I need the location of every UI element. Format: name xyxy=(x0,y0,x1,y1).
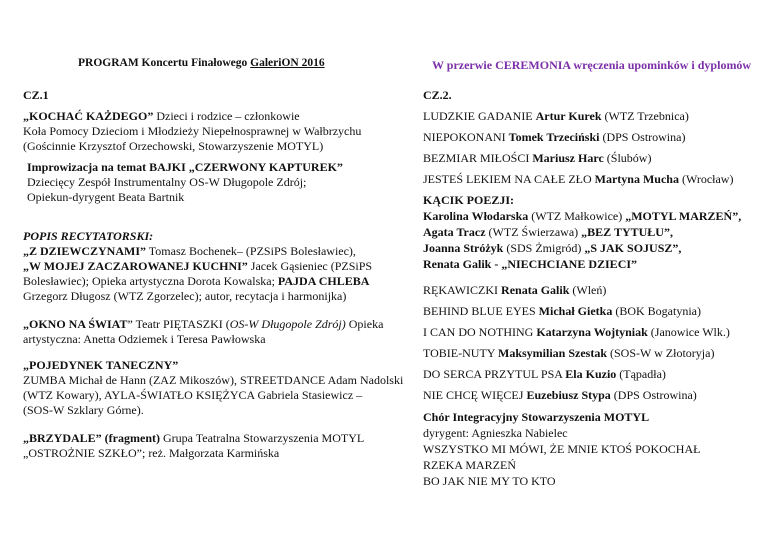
list-item xyxy=(423,108,689,124)
item-brzydale-line-1 xyxy=(23,430,364,446)
performer-origin: (WTZ Trzebnica) xyxy=(601,109,689,123)
performer-origin: (Janowice Wlk.) xyxy=(647,325,730,339)
song-title: DO SERCA PRZYTUL PSA xyxy=(423,367,566,381)
poetry-line-4: Renata Galik - „NIECHCIANE DZIECI” xyxy=(423,257,638,271)
recitation-line-3 xyxy=(23,273,369,289)
song-title: TOBIE-NUTY xyxy=(423,346,498,360)
program-title-prefix: PROGRAM Koncertu Finałowego xyxy=(78,57,251,69)
performer-name: Renata Galik xyxy=(501,283,570,297)
item-okno-care: Opieka xyxy=(345,317,384,331)
poem-title: „BEZ TYTUŁU”, xyxy=(581,225,673,239)
performer-name: Artur Kurek xyxy=(535,109,602,123)
poetry-line-3 xyxy=(423,240,681,256)
performer-origin: (Wleń) xyxy=(569,283,607,297)
list-item xyxy=(423,150,651,166)
performer-name: Mariusz Harc xyxy=(532,151,604,165)
performer-origin: (DPS Ostrowina) xyxy=(599,130,686,144)
poetry-line-1 xyxy=(423,208,741,224)
performer-origin: (Ślubów) xyxy=(603,151,652,165)
performer-origin: (DPS Ostrowina) xyxy=(610,388,697,402)
recitation-performer-1: Tomasz Bochenek– (PZSiPS Bolesławiec), xyxy=(146,244,356,258)
performer-origin: (SOS-W w Złotoryja) xyxy=(607,346,715,360)
poetry-line-2 xyxy=(423,224,673,240)
list-item xyxy=(423,324,730,340)
item-brzydale-title: „BRZYDALE” (fragment) xyxy=(23,431,160,445)
performer-origin: (Tąpadła) xyxy=(616,367,666,381)
recitation-heading: POPIS RECYTATORSKI: xyxy=(23,229,154,243)
song-title: NIEPOKONANI xyxy=(423,130,509,144)
recitation-title-1: „Z DZIEWCZYNAMI” xyxy=(23,244,147,258)
item-improwizacja-line-2: Dziecięcy Zespół Instrumentalny OS-W Długopole Zdrój; xyxy=(27,175,307,189)
song-title: JESTEŚ LEKIEM NA CAŁE ZŁO xyxy=(423,172,595,186)
song-title: BEZMIAR MIŁOŚCI xyxy=(423,151,533,165)
recitation-performer-2: Jacek Gąsieniec (PZSiPS xyxy=(247,259,373,273)
song-title: I CAN DO NOTHING xyxy=(423,325,537,339)
list-item xyxy=(423,303,701,319)
choir-heading: Chór Integracyjny Stowarzyszenia MOTYL xyxy=(423,410,650,424)
performer-name: Ela Kuzio xyxy=(565,367,617,381)
list-item xyxy=(423,387,697,403)
performer-name: Tomek Trzeciński xyxy=(508,130,600,144)
poem-title: „S JAK SOJUSZ”, xyxy=(584,241,682,255)
item-pojedynek-title: „POJEDYNEK TANECZNY” xyxy=(23,358,179,372)
poet-origin: (WTZ Małkowice) xyxy=(528,209,626,223)
choir-song-1: WSZYSTKO MI MÓWI, ŻE MNIE KTOŚ POKOCHAŁ xyxy=(423,442,701,456)
item-okno-theatre: ” Teatr PIĘTASZKI ( xyxy=(127,317,230,331)
poet-name: Agata Tracz xyxy=(423,225,486,239)
item-kochac-line-3: (Gościnnie Krzysztof Orzechowski, Stowarzyszenie MOTYL) xyxy=(23,139,324,153)
item-pojedynek-line-1: ZUMBA Michał de Hann (ZAZ Mikoszów), STREETDANCE Adam Nadolski xyxy=(23,373,404,387)
poet-name: Joanna Stróżyk xyxy=(423,241,504,255)
ceremony-notice: W przerwie CEREMONIA wręczenia upominków i dyplomów xyxy=(432,58,752,72)
choir-song-3: BO JAK NIE MY TO KTO xyxy=(423,474,556,488)
program-title xyxy=(78,57,325,69)
item-kochac-performers: Dzieci i rodzice – członkowie xyxy=(153,109,300,123)
item-brzydale-group: Grupa Teatralna Stowarzyszenia MOTYL xyxy=(160,431,365,445)
list-item xyxy=(423,345,714,361)
choir-conductor: dyrygent: Agnieszka Nabielec xyxy=(423,426,568,440)
poetry-heading: KĄCIK POEZJI: xyxy=(423,193,515,207)
item-okno-line-2: artystyczna: Anetta Odziemek i Teresa Pawłowska xyxy=(23,332,266,346)
choir-song-2: RZEKA MARZEŃ xyxy=(423,458,516,472)
item-improwizacja-title: Improwizacja na temat BAJKI „CZERWONY KAPTUREK” xyxy=(27,160,343,174)
performer-origin: (BOK Bogatynia) xyxy=(612,304,701,318)
item-okno-venue: OS-W Długopole Zdrój) xyxy=(229,317,346,331)
item-kochac-line-1 xyxy=(23,108,300,124)
recitation-line-1 xyxy=(23,243,356,259)
list-item xyxy=(423,366,666,382)
item-kochac-line-2: Koła Pomocy Dzieciom i Młodzieży Niepełnosprawnej w Wałbrzychu xyxy=(23,124,362,138)
recitation-line-3-text: Bolesławiec); Opieka artystyczna Dorota Kowalska; xyxy=(23,274,278,288)
song-title: LUDZKIE GADANIE xyxy=(423,109,536,123)
item-brzydale-line-2: „OSTROŻNIE SZKŁO”; reż. Małgorzata Karmińska xyxy=(23,446,280,460)
performer-name: Michał Gietka xyxy=(538,304,613,318)
list-item xyxy=(423,171,733,187)
poet-origin: (WTZ Świerzawa) xyxy=(485,225,582,239)
song-title: BEHIND BLUE EYES xyxy=(423,304,539,318)
list-item xyxy=(423,282,606,298)
song-title: RĘKAWICZKI xyxy=(423,283,502,297)
part-2-heading: CZ.2. xyxy=(423,88,452,102)
item-pojedynek-line-2: (WTZ Kowary), AYLA-ŚWIATŁO KSIĘŻYCA Gabriela Stasiewicz – xyxy=(23,388,363,402)
item-okno-line-1 xyxy=(23,316,383,332)
poet-origin: (SDS Żmigród) xyxy=(503,241,585,255)
item-improwizacja-line-3: Opiekun-dyrygent Beata Bartnik xyxy=(27,190,185,204)
program-title-name: GaleriON 2016 xyxy=(250,57,325,69)
song-title: NIE CHCĘ WIĘCEJ xyxy=(423,388,527,402)
performer-name: Martyna Mucha xyxy=(594,172,679,186)
recitation-line-2 xyxy=(23,258,372,274)
performer-name: Euzebiusz Stypa xyxy=(526,388,611,402)
part-1-heading: CZ.1 xyxy=(23,88,49,102)
list-item xyxy=(423,129,685,145)
performer-name: Katarzyna Wojtyniak xyxy=(536,325,648,339)
recitation-title-2: „W MOJEJ ZACZAROWANEJ KUCHNI” xyxy=(23,259,248,273)
recitation-line-4: Grzegorz Długosz (WTZ Zgorzelec); autor, recytacja i harmonijka) xyxy=(23,289,347,303)
poem-title: „MOTYL MARZEŃ”, xyxy=(625,209,742,223)
item-pojedynek-line-3: (SOS-W Szklary Górne). xyxy=(23,403,144,417)
item-okno-title: „OKNO NA ŚWIAT xyxy=(23,317,128,331)
recitation-title-3: PAJDA CHLEBA xyxy=(277,274,370,288)
performer-name: Maksymilian Szestak xyxy=(498,346,608,360)
item-kochac-title: „KOCHAĆ KAŻDEGO” xyxy=(23,109,154,123)
performer-origin: (Wrocław) xyxy=(678,172,734,186)
poet-name: Karolina Włodarska xyxy=(423,209,529,223)
